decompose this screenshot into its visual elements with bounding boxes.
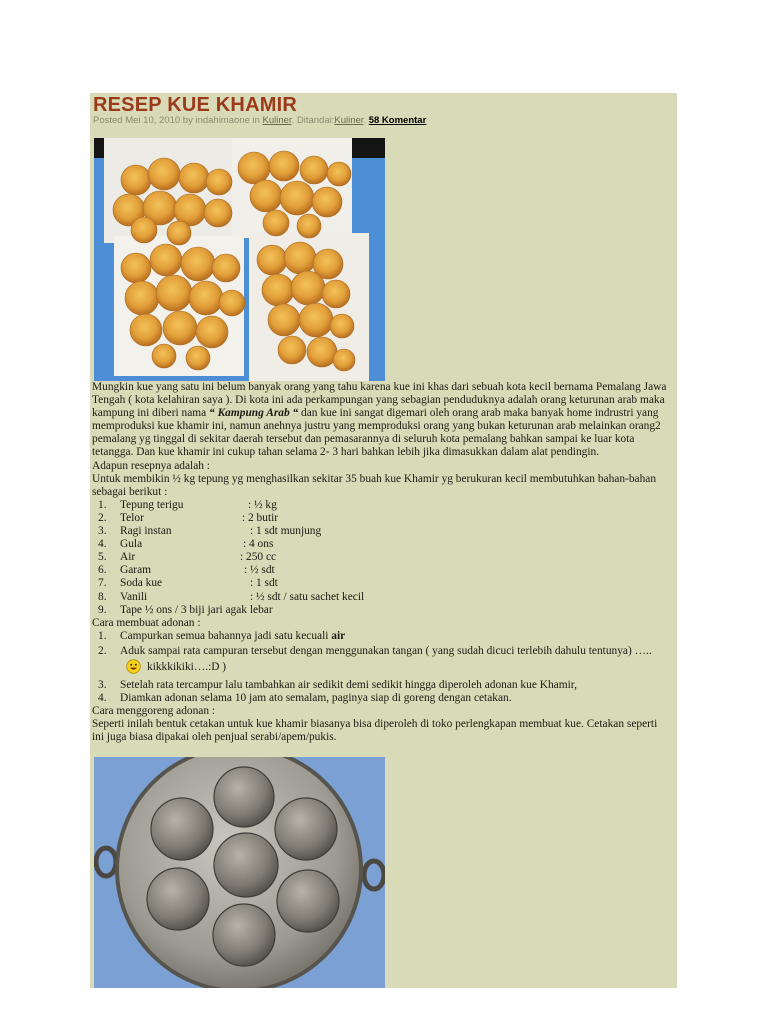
intro-text-b: dan kue ini sangat digemari oleh orang arab maka banyak home indrustri yang memproduksi kue khamir ini, namun anehnya justru yang memproduksi orang yang bukan keturunan arab melainkan orang2 pemalang yg tinggal di sekitar daerah tersebut dan pemasarannya di seluruh kota pemalang bahkan sampai ke luar kota tetangga. Dan kue khamir ini cukup tahan selama 2- 3 hari bahkan lebih jika dimasukkan dalam alat pendingin.	[92, 407, 661, 459]
ingredient-qty: : ½ sdt	[244, 564, 275, 577]
air-emphasis: air	[331, 629, 346, 642]
ingredients-intro: Untuk membikin ½ kg tepung yg menghasilkan sekitar 35 buah kue Khamir yg berukuran kecil membutuhkan bahan-bahan sebagai berikut :	[92, 472, 657, 498]
smiley-icon	[126, 659, 141, 679]
tag-link[interactable]: Kuliner	[334, 115, 364, 126]
post-title: RESEP KUE KHAMIR	[93, 94, 297, 116]
ingredient-name: Air	[120, 551, 136, 564]
intro-text-a: Mungkin kue yang satu ini belum banyak orang yang tahu karena kue ini khas dari sebuah kota kecil bernama Pemalang Jawa Tengah ( kota kelahiran saya ). Di kota ini ada perkampungan yang sebagian penduduknya adalah orang keturunan arab maka kampung ini diberi nama	[92, 381, 667, 420]
list-item: 2. Telor : 2 butir	[98, 511, 279, 524]
recipe-heading: Adapun resepnya adalah :	[92, 459, 210, 472]
ingredients-list	[92, 499, 672, 617]
ingredient-qty: : 1 sdt	[250, 577, 278, 590]
list-item: 8. Vanili : ½ sdt / satu sachet kecil	[98, 590, 365, 603]
ingredient-name: Soda kue	[120, 577, 163, 590]
khamir-cakes-photo	[94, 138, 385, 381]
list-item: 1. Tepung terigu : ½ kg	[98, 498, 277, 511]
ingredient-name: Telor	[120, 511, 144, 524]
list-item: 4. Gula : 4 ons	[98, 538, 274, 551]
frying-paragraph: Seperti inilah bentuk cetakan untuk kue khamir biasanya bisa diperoleh di toko perlengkapan membuat kue. Cetakan seperti ini juga biasa dipakai oleh penjual serabi/apem/pukis.	[92, 718, 658, 744]
comments-link[interactable]: 58 Komentar	[368, 115, 427, 126]
tagged-label: . Ditandai:	[291, 115, 335, 126]
ingredient-qty: : ½ sdt / satu sachet kecil	[250, 590, 365, 603]
list-item: 7. Soda kue : 1 sdt	[98, 577, 278, 590]
meta-separator: .	[363, 115, 369, 126]
intro-paragraph	[92, 381, 672, 460]
ingredient-name: Tepung terigu	[120, 498, 184, 511]
ingredient-qty: : 250 cc	[240, 551, 277, 564]
frying-heading: Cara menggoreng adonan :	[92, 705, 216, 718]
list-item: 5. Air : 250 cc	[98, 551, 277, 564]
list-item: 3. Ragi instan : 1 sdt munjung	[98, 525, 322, 538]
ingredient-name: Ragi instan	[120, 525, 172, 538]
list-item: 4. Diamkan adonan selama 10 jam ato semalam, paginya siap di goreng dengan cetakan.	[98, 691, 512, 704]
method-steps	[92, 630, 672, 705]
ingredient-qty: : ½ kg	[248, 498, 277, 511]
list-item: 2. Aduk sampai rata campuran tersebut dengan menggunakan tangan ( yang sudah dicuci terlebih dahulu tentunya) …..kikkkikiki….:D )	[92, 643, 672, 679]
ingredient-name: Gula	[120, 538, 143, 551]
kampung-arab-emphasis: “ Kampung Arab “	[209, 407, 299, 420]
post-container	[90, 93, 677, 988]
ingredient-name: Vanili	[120, 590, 148, 603]
category-link[interactable]: Kuliner	[262, 115, 292, 126]
ingredient-qty: : 1 sdt munjung	[250, 525, 322, 538]
ingredient-name: Garam	[120, 564, 151, 577]
ingredient-qty: : 4 ons	[243, 538, 274, 551]
post-body	[92, 381, 672, 744]
khamir-mold-photo	[94, 757, 385, 988]
list-item: 6. Garam : ½ sdt	[98, 564, 275, 577]
method-heading: Cara membuat adonan :	[92, 616, 201, 629]
list-item: 9. Tape ½ ons / 3 biji jari agak lebar	[98, 603, 273, 616]
ingredient-qty: : 2 butir	[242, 511, 279, 524]
post-meta	[93, 115, 426, 126]
posted-info: Posted Mei 10, 2010 by indahimaone in	[93, 115, 263, 126]
ingredient-name: Tape ½ ons / 3 biji jari agak lebar	[120, 603, 273, 616]
list-item: 3. Setelah rata tercampur lalu tambahkan air sedikit demi sedikit hingga diperoleh adonan kue Khamir,	[98, 678, 577, 691]
list-item: 1. Campurkan semua bahannya jadi satu kecuali air	[98, 629, 346, 642]
